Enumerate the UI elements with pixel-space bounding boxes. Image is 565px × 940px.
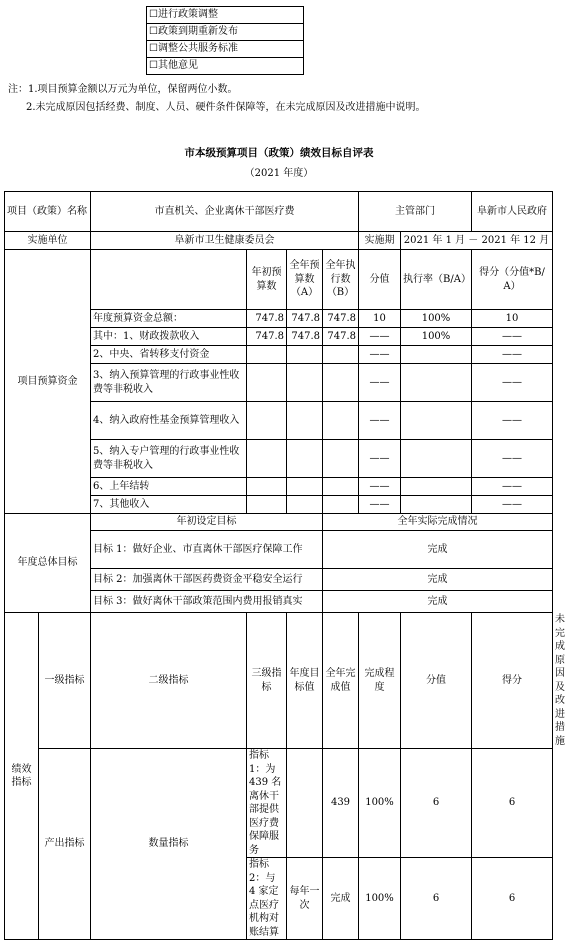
page-title: 市本级预算项目（政策）绩效目标自评表 (184, 147, 374, 159)
goal-target: 目标 1：做好企业、市直离休干部医疗保障工作 (91, 531, 323, 569)
indicator-degree: 100% (359, 858, 401, 940)
budget-points: —— (472, 478, 553, 496)
indicator-target: 每年一次 (287, 858, 323, 940)
budget-rate (401, 440, 472, 478)
budget-row-label: 年度预算资金总额： (91, 310, 247, 328)
budget-annual-value (287, 346, 323, 364)
budget-executed-value: 747.8 (323, 310, 359, 328)
note-2: 2.未完成原因包括经费、制度、人员、硬件条件保障等，在未完成原因及改进措施中说明。 (26, 102, 426, 113)
budget-initial-value (247, 364, 287, 402)
implementing-unit-label: 实施单位 (5, 232, 91, 250)
budget-initial-value (247, 478, 287, 496)
indicator-points: 6 (472, 858, 553, 940)
budget-initial-value (247, 402, 287, 440)
department-label: 主管部门 (359, 192, 472, 232)
indicators-section-label: 绩效指标 (5, 613, 39, 940)
budget-row-label: 2、中央、省转移支付资金 (91, 346, 247, 364)
budget-rate (401, 346, 472, 364)
budget-initial-value: 747.8 (247, 310, 287, 328)
indicator-target (287, 749, 323, 858)
budget-annual-value (287, 440, 323, 478)
goal-actual: 完成 (323, 591, 553, 613)
indicator-done: 完成 (323, 858, 359, 940)
indicator-header-degree: 完成程度 (359, 613, 401, 749)
indicator-score: 6 (401, 749, 472, 858)
budget-annual-value: 747.8 (287, 310, 323, 328)
budget-score: —— (359, 402, 401, 440)
project-name-label: 项目（政策）名称 (5, 192, 91, 232)
budget-executed-value: 747.8 (323, 328, 359, 346)
budget-row-label: 5、纳入专户管理的行政事业性收费等非税收入 (91, 440, 247, 478)
budget-header-score: 分值 (359, 250, 401, 310)
budget-score: —— (359, 364, 401, 402)
implementing-unit-value: 阜新市卫生健康委员会 (91, 232, 359, 250)
budget-header-annual: 全年预算数（A） (287, 250, 323, 310)
budget-annual-value (287, 364, 323, 402)
option-policy-adjust: ☐进行政策调整 (147, 7, 304, 24)
budget-annual-value (287, 496, 323, 514)
project-name-value: 市直机关、企业离休干部医疗费 (91, 192, 359, 232)
budget-points: —— (472, 440, 553, 478)
indicator-level2: 数量指标 (91, 749, 247, 940)
budget-header-initial: 年初预算数 (247, 250, 287, 310)
budget-initial-value (247, 346, 287, 364)
budget-rate: 100% (401, 310, 472, 328)
indicator-header-level3: 三级指标 (247, 613, 287, 749)
budget-executed-value (323, 496, 359, 514)
budget-annual-value (287, 402, 323, 440)
budget-score: —— (359, 478, 401, 496)
budget-points: —— (472, 364, 553, 402)
budget-row-label: 3、纳入预算管理的行政事业性收费等非税收入 (91, 364, 247, 402)
indicator-header-done: 全年完成值 (323, 613, 359, 749)
year-subtitle: （2021 年度） (244, 168, 314, 179)
budget-rate (401, 496, 472, 514)
budget-row-label: 其中：1、财政拨款收入 (91, 328, 247, 346)
budget-row-label: 6、上年结转 (91, 478, 247, 496)
department-value: 阜新市人民政府 (472, 192, 553, 232)
budget-rate (401, 478, 472, 496)
indicator-row (5, 749, 553, 858)
budget-executed-value (323, 402, 359, 440)
budget-points: —— (472, 328, 553, 346)
budget-rate (401, 402, 472, 440)
indicator-score: 6 (401, 858, 472, 940)
budget-score: —— (359, 496, 401, 514)
evaluation-table: 项目（政策）名称 市直机关、企业离休干部医疗费 主管部门 阜新市人民政府 实施单位 阜新市卫生健康委员会 实施期 2021 年 1 月 － 2021 年 12 月 项目预算资金 年初预算数 全年预算数（A） 全年执行数（B） 分值 执行率（B/A） 得分（分值*B/A） 年度预算资金总额： 747.8 747.8 747.8 10 100% 10 其中：1、财政拨款收入 747.8 747.8 747.8 —— 100% —— 2、中央、省转移支付资金 —— —— 3、纳入预算管理的行政事业性收费等非税收入 —— —— 4、纳入政府性基金预算管理收入 —— —— 5、纳入专户管理的行政事业性收费等非税收入 —— —— 6、上年结转 —— —— 7、其他收入 —— —— 年度总体目标 年初设定目标 全年实际完成情况 目标 1：做好企业、市直离休干部医疗保障工作 完成 目标 2：加强离休干部医药费资金平稳安全运行 完成 目标 3：做好离休干部政策范围内费用报销真实 完成 绩效指标 一级指标 二级指标 三级指标 年度目标值 全年完成值 完成程度 分值 得分 未完成原因及改进措施 产出指标 数量指标 指标 1：为 439 名离休干部提供医疗费保障服务 439 100% 6 6 指标 2：与 4 家定点医疗机构对账结算 每年一次 完成 100% 6 6 (4, 191, 553, 940)
indicator-name: 指标 1：为 439 名离休干部提供医疗费保障服务 (247, 749, 287, 858)
budget-points: —— (472, 402, 553, 440)
option-other: ☐其他意见 (147, 58, 304, 75)
goals-section-label: 年度总体目标 (5, 514, 91, 613)
budget-points: 10 (472, 310, 553, 328)
budget-rate: 100% (401, 328, 472, 346)
goal-target: 目标 2：加强离休干部医药费资金平稳安全运行 (91, 569, 323, 591)
budget-score: —— (359, 440, 401, 478)
indicator-header-level2: 二级指标 (91, 613, 247, 749)
budget-points: —— (472, 496, 553, 514)
budget-header-points: 得分（分值*B/A） (472, 250, 553, 310)
budget-header-rate: 执行率（B/A） (401, 250, 472, 310)
budget-executed-value (323, 346, 359, 364)
budget-rate (401, 364, 472, 402)
budget-executed-value (323, 364, 359, 402)
goal-actual: 完成 (323, 569, 553, 591)
indicator-header-level1: 一级指标 (39, 613, 91, 749)
indicator-header-score: 分值 (401, 613, 472, 749)
period-label: 实施期 (359, 232, 401, 250)
indicator-done: 439 (323, 749, 359, 858)
budget-score: —— (359, 346, 401, 364)
indicator-degree: 100% (359, 749, 401, 858)
budget-row-label: 7、其他收入 (91, 496, 247, 514)
budget-score: 10 (359, 310, 401, 328)
indicator-name: 指标 2：与 4 家定点医疗机构对账结算 (247, 858, 287, 940)
budget-section-label: 项目预算资金 (5, 250, 91, 514)
indicator-points: 6 (472, 749, 553, 858)
budget-executed-value (323, 440, 359, 478)
budget-executed-value (323, 478, 359, 496)
budget-initial-value (247, 496, 287, 514)
budget-row-label: 4、纳入政府性基金预算管理收入 (91, 402, 247, 440)
budget-points: —— (472, 346, 553, 364)
goal-target: 目标 3：做好离休干部政策范围内费用报销真实 (91, 591, 323, 613)
goals-header-actual: 全年实际完成情况 (323, 514, 553, 531)
option-service-standard: ☐调整公共服务标准 (147, 41, 304, 58)
goal-actual: 完成 (323, 531, 553, 569)
indicator-header-target: 年度目标值 (287, 613, 323, 749)
period-value: 2021 年 1 月 － 2021 年 12 月 (401, 232, 553, 250)
note-1: 注：1.项目预算金额以万元为单位，保留两位小数。 (8, 84, 238, 95)
budget-annual-value (287, 478, 323, 496)
goals-header-target: 年初设定目标 (91, 514, 323, 531)
option-policy-reissue: ☐政策到期重新发布 (147, 24, 304, 41)
indicator-level1: 产出指标 (39, 749, 91, 940)
budget-header-blank (91, 250, 247, 310)
indicator-header-points: 得分 (472, 613, 553, 749)
budget-header-executed: 全年执行数（B） (323, 250, 359, 310)
budget-annual-value: 747.8 (287, 328, 323, 346)
budget-initial-value: 747.8 (247, 328, 287, 346)
policy-options-table (146, 6, 304, 75)
budget-score: —— (359, 328, 401, 346)
budget-initial-value (247, 440, 287, 478)
